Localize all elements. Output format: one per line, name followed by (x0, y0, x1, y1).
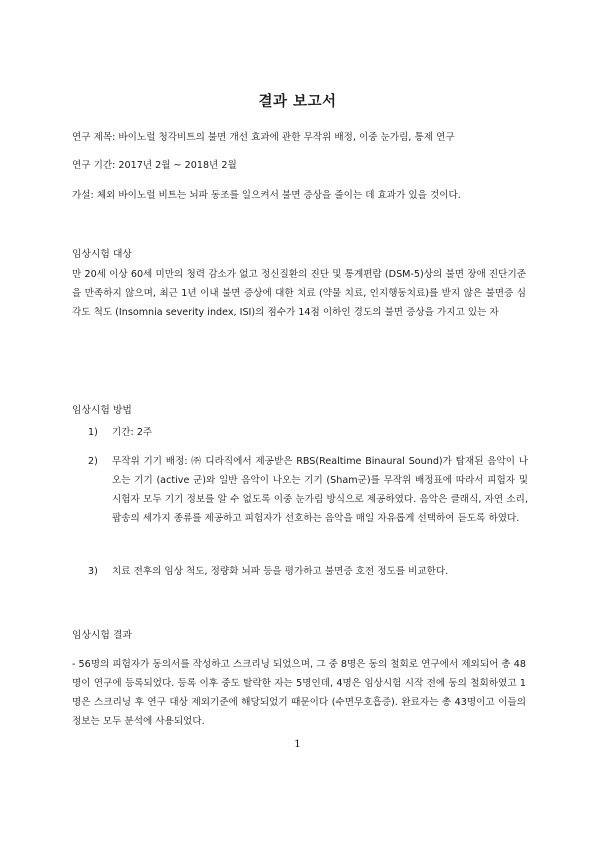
list-number: 2) (88, 456, 98, 467)
section-heading-subjects: 임상시험 대상 (72, 249, 132, 260)
list-item-text: 기간: 2주 (112, 427, 153, 438)
method-item-1 (88, 423, 528, 442)
research-title: 연구 제목: 바이노럴 청각비트의 불면 개선 효과에 관한 무작위 배정, 이중 눈가림, 통제 연구 (72, 132, 455, 143)
list-item-text: 무작위 기기 배정: ㈜ 디라직에서 제공받은 RBS(Realtime Binaural Sound)가 탑재된 음악이 나오는 기기 (active 군)와 일반 음악이 나오는 기기 (Sham군)를 무작위 배정표에 따라서 피험자 및 시험자 모두 기기 정보를 알 수 없도록 이중 눈가림 방식으로 제공하였다. 음악은 클래식, 자연 소리, 팝송의 세가지 종류를 제공하고 피험자가 선호하는 음악을 매일 자유롭게 선택하여 듣도록 하였다. (112, 456, 528, 524)
research-period: 연구 기간: 2017년 2월 ~ 2018년 2월 (72, 160, 237, 171)
results-paragraph: - 56명의 피험자가 동의서를 작성하고 스크리닝 되었으며, 그 중 8명은 동의 철회로 연구에서 제외되어 총 48명이 연구에 등록되었다. 등록 이후 중도 탈락한 자는 5명인데, 4명은 임상시험 시작 전에 동의 철회하였고 1명은 스크리닝 후 연구 대상 제외기준에 해당되었기 때문이다 (수면무호흡증). 완료자는 총 43명이고 이들의 정보는 모두 분석에 사용되었다. (72, 659, 526, 727)
list-number: 1) (88, 427, 98, 438)
section-heading-results: 임상시험 결과 (72, 630, 132, 641)
page-number: 1 (294, 738, 301, 750)
list-item-text: 치료 전후의 임상 척도, 정량화 뇌파 등을 평가하고 불면증 호전 정도를 비교한다. (112, 566, 449, 577)
method-item-2 (88, 452, 528, 528)
subjects-paragraph: 만 20세 이상 60세 미만의 청력 감소가 없고 정신질환의 진단 및 통계편람 (DSM-5)상의 불면 장애 진단기준을 만족하지 않으며, 최근 1년 이내 불면 증상에 대한 치료 (약물 치료, 인지행동치료)를 받지 않은 불면증 심각도 척도 (Insomnia severity index, ISI)의 점수가 14점 이하인 경도의 불면 증상을 가지고 있는 자 (72, 269, 526, 318)
section-heading-methods: 임상시험 방법 (72, 405, 132, 416)
page-title: 결과 보고서 (258, 94, 337, 110)
method-item-3 (88, 562, 528, 581)
hypothesis: 가설: 체외 바이노럴 비트는 뇌파 동조를 일으켜서 불면 증상을 줄이는 데 효과가 있을 것이다. (72, 190, 461, 201)
list-number: 3) (88, 566, 98, 577)
